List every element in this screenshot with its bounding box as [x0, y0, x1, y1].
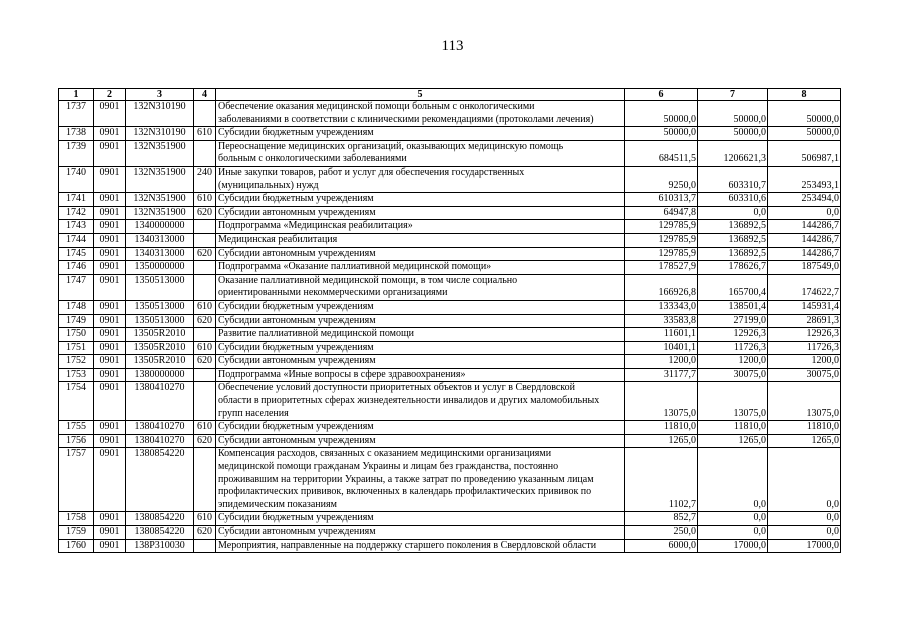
- row-number-cell: 1758: [59, 512, 94, 526]
- section-code-cell: 0901: [94, 526, 126, 540]
- expense-name-line: Оказание паллиативной медицинской помощи, в том числе социально: [218, 274, 518, 286]
- column-header: 7: [698, 89, 768, 101]
- amount-cell-col6: 129785,9: [625, 220, 698, 234]
- table-row: [59, 166, 841, 192]
- column-header: 6: [625, 89, 698, 101]
- expense-name-line: ориентированными некоммерческими организациями: [218, 287, 448, 299]
- expense-name-line: Переоснащение медицинских организаций, оказывающих медицинскую помощь: [218, 140, 564, 152]
- row-number-cell: 1745: [59, 247, 94, 261]
- budget-table: [58, 88, 841, 553]
- table-row: [59, 193, 841, 207]
- amount-cell-col8: 1265,0: [768, 434, 841, 448]
- amount-cell-col6: 684511,5: [625, 140, 698, 166]
- expense-name-cell: [216, 314, 625, 328]
- table-row: [59, 434, 841, 448]
- page-number: 113: [441, 38, 464, 54]
- expense-name-line: Субсидии автономным учреждениям: [218, 247, 376, 259]
- section-code-cell: 0901: [94, 206, 126, 220]
- amount-cell-col8: 144286,7: [768, 233, 841, 247]
- expense-name-line: Развитие паллиативной медицинской помощи: [218, 328, 415, 340]
- amount-cell-col6: 11810,0: [625, 421, 698, 435]
- expense-name-cell: [216, 341, 625, 355]
- expense-name-cell: [216, 434, 625, 448]
- amount-cell-col6: 6000,0: [625, 539, 698, 553]
- section-code-cell: 0901: [94, 233, 126, 247]
- amount-cell-col8: 0,0: [768, 512, 841, 526]
- table-row: [59, 355, 841, 369]
- amount-cell-col7: 11726,3: [698, 341, 768, 355]
- expense-type-cell: 620: [194, 526, 216, 540]
- row-number-cell: 1746: [59, 261, 94, 275]
- amount-cell-col6: 64947,8: [625, 206, 698, 220]
- expense-type-cell: [194, 274, 216, 300]
- expense-name-line: Иные закупки товаров, работ и услуг для обеспечения государственных: [218, 166, 525, 178]
- expense-type-cell: [194, 140, 216, 166]
- table-row: [59, 314, 841, 328]
- table-header-row: [59, 89, 841, 101]
- amount-cell-col7: 17000,0: [698, 539, 768, 553]
- amount-cell-col8: 0,0: [768, 448, 841, 512]
- target-article-cell: 132N351900: [126, 140, 194, 166]
- amount-cell-col6: 50000,0: [625, 101, 698, 127]
- expense-name-line: Субсидии бюджетным учреждениям: [218, 341, 374, 353]
- expense-name-line: Мероприятия, направленные на поддержку старшего поколения в Свердловской области: [218, 539, 597, 551]
- expense-type-cell: [194, 448, 216, 512]
- amount-cell-col6: 166926,8: [625, 274, 698, 300]
- expense-name-cell: [216, 512, 625, 526]
- expense-name-line: Субсидии бюджетным учреждениям: [218, 127, 374, 139]
- expense-name-cell: [216, 539, 625, 553]
- expense-type-cell: 610: [194, 127, 216, 141]
- amount-cell-col8: 11726,3: [768, 341, 841, 355]
- column-header: 8: [768, 89, 841, 101]
- amount-cell-col8: 17000,0: [768, 539, 841, 553]
- table-row: [59, 382, 841, 421]
- section-code-cell: 0901: [94, 101, 126, 127]
- target-article-cell: 13505R2010: [126, 341, 194, 355]
- amount-cell-col8: 11810,0: [768, 421, 841, 435]
- amount-cell-col8: 28691,3: [768, 314, 841, 328]
- table-row: [59, 328, 841, 342]
- expense-type-cell: 610: [194, 300, 216, 314]
- table-row: [59, 512, 841, 526]
- row-number-cell: 1750: [59, 328, 94, 342]
- expense-name-cell: [216, 233, 625, 247]
- expense-type-cell: 620: [194, 355, 216, 369]
- column-header: 2: [94, 89, 126, 101]
- amount-cell-col6: 250,0: [625, 526, 698, 540]
- target-article-cell: 1380854220: [126, 512, 194, 526]
- column-header: 3: [126, 89, 194, 101]
- expense-name-line: Обеспечение оказания медицинской помощи больным с онкологическими: [218, 101, 535, 112]
- target-article-cell: 1350513000: [126, 300, 194, 314]
- expense-name-cell: [216, 382, 625, 421]
- amount-cell-col6: 129785,9: [625, 247, 698, 261]
- target-article-cell: 1380410270: [126, 434, 194, 448]
- amount-cell-col8: 144286,7: [768, 247, 841, 261]
- expense-type-cell: [194, 328, 216, 342]
- amount-cell-col8: 50000,0: [768, 127, 841, 141]
- target-article-cell: 1380854220: [126, 448, 194, 512]
- expense-name-cell: [216, 355, 625, 369]
- expense-name-line: Медицинская реабилитация: [218, 233, 338, 245]
- amount-cell-col8: 145931,4: [768, 300, 841, 314]
- amount-cell-col8: 30075,0: [768, 368, 841, 382]
- amount-cell-col7: 603310,6: [698, 193, 768, 207]
- target-article-cell: 13505R2010: [126, 328, 194, 342]
- row-number-cell: 1748: [59, 300, 94, 314]
- expense-type-cell: 610: [194, 341, 216, 355]
- expense-name-line: Обеспечение условий доступности приоритетных объектов и услуг в Свердловской: [218, 382, 575, 394]
- expense-name-line: Субсидии автономным учреждениям: [218, 314, 376, 326]
- amount-cell-col6: 1200,0: [625, 355, 698, 369]
- expense-name-line: профилактических прививок, включенных в календарь профилактических прививок по: [218, 486, 592, 498]
- amount-cell-col8: 0,0: [768, 526, 841, 540]
- target-article-cell: 1340000000: [126, 220, 194, 234]
- section-code-cell: 0901: [94, 539, 126, 553]
- column-header: 4: [194, 89, 216, 101]
- expense-name-cell: [216, 206, 625, 220]
- section-code-cell: 0901: [94, 368, 126, 382]
- expense-name-cell: [216, 140, 625, 166]
- expense-name-line: Субсидии бюджетным учреждениям: [218, 421, 374, 433]
- target-article-cell: 1380000000: [126, 368, 194, 382]
- amount-cell-col7: 30075,0: [698, 368, 768, 382]
- table-row: [59, 539, 841, 553]
- section-code-cell: 0901: [94, 193, 126, 207]
- table-row: [59, 220, 841, 234]
- amount-cell-col7: 1265,0: [698, 434, 768, 448]
- amount-cell-col7: 136892,5: [698, 247, 768, 261]
- target-article-cell: 1340313000: [126, 233, 194, 247]
- target-article-cell: 1350513000: [126, 314, 194, 328]
- table-body: [59, 101, 841, 553]
- row-number-cell: 1738: [59, 127, 94, 141]
- amount-cell-col8: 50000,0: [768, 101, 841, 127]
- row-number-cell: 1744: [59, 233, 94, 247]
- amount-cell-col8: 13075,0: [768, 382, 841, 421]
- amount-cell-col7: 13075,0: [698, 382, 768, 421]
- amount-cell-col8: 174622,7: [768, 274, 841, 300]
- row-number-cell: 1747: [59, 274, 94, 300]
- amount-cell-col6: 13075,0: [625, 382, 698, 421]
- row-number-cell: 1741: [59, 193, 94, 207]
- row-number-cell: 1740: [59, 166, 94, 192]
- table-row: [59, 101, 841, 127]
- expense-type-cell: 240: [194, 166, 216, 192]
- expense-name-line: заболеваниями в соответствии с клиническими рекомендациями (протоколами лечения): [218, 113, 594, 125]
- target-article-cell: 132N310190: [126, 127, 194, 141]
- amount-cell-col6: 133343,0: [625, 300, 698, 314]
- amount-cell-col6: 852,7: [625, 512, 698, 526]
- expense-type-cell: 610: [194, 193, 216, 207]
- row-number-cell: 1759: [59, 526, 94, 540]
- amount-cell-col7: 27199,0: [698, 314, 768, 328]
- section-code-cell: 0901: [94, 448, 126, 512]
- expense-name-line: Субсидии автономным учреждениям: [218, 526, 376, 537]
- amount-cell-col7: 1206621,3: [698, 140, 768, 166]
- expense-name-line: Подпрограмма «Медицинская реабилитация»: [218, 220, 413, 232]
- target-article-cell: 1350513000: [126, 274, 194, 300]
- row-number-cell: 1755: [59, 421, 94, 435]
- expense-name-cell: [216, 526, 625, 540]
- expense-name-line: области в приоритетных сферах жизнедеятельности инвалидов и других маломобильных: [218, 395, 600, 407]
- expense-type-cell: [194, 233, 216, 247]
- amount-cell-col8: 187549,0: [768, 261, 841, 275]
- expense-type-cell: 610: [194, 421, 216, 435]
- row-number-cell: 1760: [59, 539, 94, 553]
- expense-name-line: эпидемическим показаниям: [218, 498, 337, 510]
- amount-cell-col7: 0,0: [698, 448, 768, 512]
- table-row: [59, 127, 841, 141]
- expense-name-line: Субсидии автономным учреждениям: [218, 355, 376, 367]
- amount-cell-col7: 136892,5: [698, 233, 768, 247]
- amount-cell-col8: 144286,7: [768, 220, 841, 234]
- expense-type-cell: 620: [194, 247, 216, 261]
- amount-cell-col7: 50000,0: [698, 127, 768, 141]
- amount-cell-col7: 1200,0: [698, 355, 768, 369]
- row-number-cell: 1739: [59, 140, 94, 166]
- expense-type-cell: [194, 261, 216, 275]
- target-article-cell: 1380410270: [126, 421, 194, 435]
- target-article-cell: 1380854220: [126, 526, 194, 540]
- amount-cell-col8: 0,0: [768, 206, 841, 220]
- section-code-cell: 0901: [94, 328, 126, 342]
- target-article-cell: 132N351900: [126, 206, 194, 220]
- table-row: [59, 341, 841, 355]
- column-header: 5: [216, 89, 625, 101]
- amount-cell-col7: 11810,0: [698, 421, 768, 435]
- table-row: [59, 421, 841, 435]
- amount-cell-col8: 12926,3: [768, 328, 841, 342]
- target-article-cell: 1380410270: [126, 382, 194, 421]
- amount-cell-col8: 506987,1: [768, 140, 841, 166]
- expense-name-line: Субсидии бюджетным учреждениям: [218, 193, 374, 205]
- target-article-cell: 13505R2010: [126, 355, 194, 369]
- amount-cell-col7: 138501,4: [698, 300, 768, 314]
- amount-cell-col7: 178626,7: [698, 261, 768, 275]
- table-row: [59, 247, 841, 261]
- section-code-cell: 0901: [94, 274, 126, 300]
- section-code-cell: 0901: [94, 127, 126, 141]
- amount-cell-col7: 0,0: [698, 526, 768, 540]
- amount-cell-col7: 12926,3: [698, 328, 768, 342]
- expense-type-cell: [194, 220, 216, 234]
- expense-type-cell: [194, 368, 216, 382]
- amount-cell-col8: 253493,1: [768, 166, 841, 192]
- amount-cell-col6: 178527,9: [625, 261, 698, 275]
- section-code-cell: 0901: [94, 220, 126, 234]
- section-code-cell: 0901: [94, 166, 126, 192]
- expense-name-line: Компенсация расходов, связанных с оказанием медицинскими организациями: [218, 448, 552, 460]
- section-code-cell: 0901: [94, 434, 126, 448]
- expense-name-cell: [216, 193, 625, 207]
- expense-name-cell: [216, 247, 625, 261]
- amount-cell-col6: 9250,0: [625, 166, 698, 192]
- expense-name-cell: [216, 368, 625, 382]
- expense-name-cell: [216, 300, 625, 314]
- row-number-cell: 1754: [59, 382, 94, 421]
- target-article-cell: 138P310030: [126, 539, 194, 553]
- table-row: [59, 261, 841, 275]
- row-number-cell: 1753: [59, 368, 94, 382]
- row-number-cell: 1743: [59, 220, 94, 234]
- row-number-cell: 1751: [59, 341, 94, 355]
- expense-name-cell: [216, 220, 625, 234]
- expense-name-line: Субсидии бюджетным учреждениям: [218, 300, 374, 312]
- section-code-cell: 0901: [94, 421, 126, 435]
- amount-cell-col8: 253494,0: [768, 193, 841, 207]
- table-row: [59, 274, 841, 300]
- amount-cell-col6: 1265,0: [625, 434, 698, 448]
- expense-name-cell: [216, 127, 625, 141]
- expense-type-cell: [194, 101, 216, 127]
- amount-cell-col6: 31177,7: [625, 368, 698, 382]
- section-code-cell: 0901: [94, 140, 126, 166]
- amount-cell-col7: 136892,5: [698, 220, 768, 234]
- amount-cell-col6: 11601,1: [625, 328, 698, 342]
- row-number-cell: 1752: [59, 355, 94, 369]
- expense-name-cell: [216, 274, 625, 300]
- column-header: 1: [59, 89, 94, 101]
- amount-cell-col6: 1102,7: [625, 448, 698, 512]
- expense-name-line: Субсидии автономным учреждениям: [218, 206, 376, 218]
- expense-name-line: проживавшим на территории Украины, а также затрат по проведению указанным лицам: [218, 473, 594, 485]
- section-code-cell: 0901: [94, 314, 126, 328]
- expense-name-cell: [216, 261, 625, 275]
- expense-name-cell: [216, 421, 625, 435]
- amount-cell-col7: 165700,4: [698, 274, 768, 300]
- amount-cell-col7: 0,0: [698, 512, 768, 526]
- section-code-cell: 0901: [94, 341, 126, 355]
- expense-name-line: Подпрограмма «Оказание паллиативной медицинской помощи»: [218, 261, 492, 273]
- expense-name-line: медицинской помощи гражданам Украины и лицам без гражданства, постоянно: [218, 461, 559, 473]
- amount-cell-col6: 129785,9: [625, 233, 698, 247]
- section-code-cell: 0901: [94, 512, 126, 526]
- expense-name-cell: [216, 328, 625, 342]
- target-article-cell: 132N310190: [126, 101, 194, 127]
- table-row: [59, 206, 841, 220]
- table-row: [59, 300, 841, 314]
- section-code-cell: 0901: [94, 355, 126, 369]
- amount-cell-col7: 0,0: [698, 206, 768, 220]
- amount-cell-col6: 10401,1: [625, 341, 698, 355]
- expense-type-cell: 610: [194, 512, 216, 526]
- expense-name-cell: [216, 448, 625, 512]
- expense-name-line: Подпрограмма «Иные вопросы в сфере здравоохранения»: [218, 368, 466, 380]
- table-row: [59, 526, 841, 540]
- expense-name-line: групп населения: [218, 407, 289, 419]
- table-row: [59, 368, 841, 382]
- expense-name-cell: [216, 101, 625, 127]
- expense-type-cell: [194, 539, 216, 553]
- table-row: [59, 448, 841, 512]
- expense-name-line: Субсидии бюджетным учреждениям: [218, 512, 374, 524]
- expense-name-line: больным с онкологическими заболеваниями: [218, 153, 407, 165]
- expense-name-cell: [216, 166, 625, 192]
- section-code-cell: 0901: [94, 261, 126, 275]
- amount-cell-col6: 50000,0: [625, 127, 698, 141]
- row-number-cell: 1756: [59, 434, 94, 448]
- target-article-cell: 132N351900: [126, 193, 194, 207]
- amount-cell-col7: 603310,7: [698, 166, 768, 192]
- amount-cell-col8: 1200,0: [768, 355, 841, 369]
- row-number-cell: 1737: [59, 101, 94, 127]
- row-number-cell: 1742: [59, 206, 94, 220]
- row-number-cell: 1749: [59, 314, 94, 328]
- table-row: [59, 233, 841, 247]
- amount-cell-col7: 50000,0: [698, 101, 768, 127]
- target-article-cell: 1340313000: [126, 247, 194, 261]
- expense-name-line: (муниципальных) нужд: [218, 179, 319, 191]
- section-code-cell: 0901: [94, 247, 126, 261]
- amount-cell-col6: 610313,7: [625, 193, 698, 207]
- amount-cell-col6: 33583,8: [625, 314, 698, 328]
- row-number-cell: 1757: [59, 448, 94, 512]
- table-row: [59, 140, 841, 166]
- expense-type-cell: 620: [194, 434, 216, 448]
- section-code-cell: 0901: [94, 382, 126, 421]
- section-code-cell: 0901: [94, 300, 126, 314]
- target-article-cell: 1350000000: [126, 261, 194, 275]
- expense-type-cell: [194, 382, 216, 421]
- expense-name-line: Субсидии автономным учреждениям: [218, 434, 376, 446]
- expense-type-cell: 620: [194, 206, 216, 220]
- expense-type-cell: 620: [194, 314, 216, 328]
- target-article-cell: 132N351900: [126, 166, 194, 192]
